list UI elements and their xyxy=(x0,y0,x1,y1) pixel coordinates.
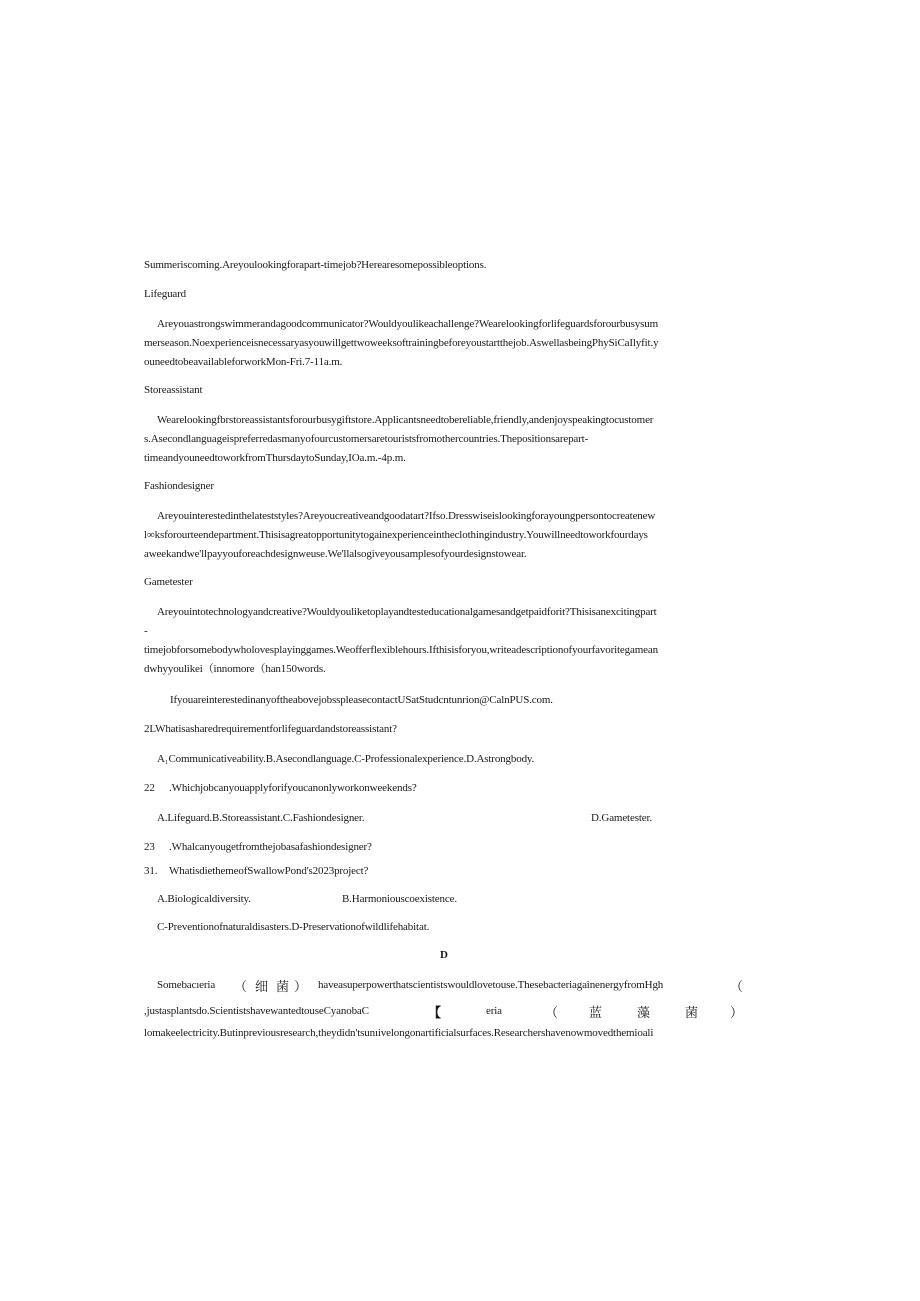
passage-d-line2-cjk-2: 藻 xyxy=(637,1006,650,1021)
passage-d-line1-cjk-2: 菌 xyxy=(276,980,289,995)
lifeguard-line-2: merseason.Noexperienceisnecessaryasyouwillgettwoweeksoftrainingbeforeyoustartthejob.AswellasbeingPhySiCaIlyfit.y xyxy=(144,337,659,349)
store-line-1: Wearelookingfbrstoreassistantsforourbusygiftstore.Applicantsneedtobereliable,friendly,andenjoyspeakingtocustomer xyxy=(157,414,654,426)
store-line-2: s.Asecondlanguageispreferredasmanyofourcustomersaretouristsfromothercountries.Thepositionsarepart- xyxy=(144,433,589,445)
question-31-option-a: A.Biologicaldiversity. xyxy=(157,893,251,905)
passage-d-line1-cjk-1: 细 xyxy=(255,980,268,995)
passage-d-line2-cjk-3: 菌 xyxy=(685,1006,698,1021)
tester-line-3: dwhyyoulikei（innomore（han150words. xyxy=(144,663,326,675)
question-31: WhatisdiethemeofSwallowPond's2023project? xyxy=(169,865,369,877)
tester-line-dash: - xyxy=(144,625,148,637)
passage-d-line2-start: ,justasplantsdo.ScientistshavewantedtouseCyanobaC xyxy=(144,1005,369,1017)
section-d-heading: D xyxy=(440,949,448,961)
intro-text: Summeriscoming.Areyoulookingforapart-timejob?Herearesomepossibleoptions. xyxy=(144,259,487,271)
contact-text: IfyouareinterestedinanyoftheabovejobsspleasecontactUSatStudcntunrion@CalnPUS.com. xyxy=(170,694,553,706)
question-22-option-d: D.Gametester. xyxy=(591,812,652,824)
fashion-line-1: Areyouinterestedinthelateststyles?Areyoucreativeandgoodatart?Ifso.Dresswiseislookingforayoungpersontocreatenew xyxy=(157,510,656,522)
passage-d-line1-end: （ xyxy=(730,980,743,995)
passage-d-line2-paren-open: （ xyxy=(545,1006,558,1021)
passage-d-line2-paren-close: ） xyxy=(730,1006,743,1021)
tester-line-2: timejobforsomebodywholovesplayinggames.Weofferflexiblehours.Ifthisisforyou,writeadescriptionofyourfavoritegamean xyxy=(144,644,658,656)
passage-d-line3: lomakeelectricity.Butinpreviousresearch,theydidn'tsunıivelongonartificialsurfaces.Researchershavenowmovedthemioali xyxy=(144,1027,654,1039)
lifeguard-line-3: ouneedtobeavailableforworkMon-Fri.7-11a.m. xyxy=(144,356,343,368)
question-22-number: 22 xyxy=(144,782,155,794)
store-line-3: timeandyouneedtoworkfromThursdaytoSunday,IOa.m.-4p.m. xyxy=(144,452,406,464)
passage-d-line2-cjk-1: 蓝 xyxy=(589,1006,602,1021)
lifeguard-line-1: Areyouastrongswimmerandagoodcommunicator?Wouldyoulikeachallenge?Wearelookingforlifeguardsforourbusysum xyxy=(157,318,658,330)
passage-d-line1-paren-close: ） xyxy=(294,980,307,995)
question-22-options-abc: A.Lifeguard.B.Storeassistant.C.Fashiondesigner. xyxy=(157,812,365,824)
fashion-line-2: l∞ksforourteendepartment.Thisisagreatopportunitytogainexperienceintheclothingindustry.Youwillneedtoworkfourdays xyxy=(144,529,648,541)
question-22: .Whichjobcanyouapplyforifyoucanonlyworkonweekends? xyxy=(169,782,417,794)
passage-d-line1-paren-open: （ xyxy=(234,980,247,995)
fashion-heading: Fashiondesigner xyxy=(144,480,214,492)
store-heading: Storeassistant xyxy=(144,384,203,396)
question-23-number: 23 xyxy=(144,841,155,853)
fashion-line-3: aweekandwe'llpayyouforeachdesignweuse.We'llalsogiveyousamplesofyourdesignstowear. xyxy=(144,548,527,560)
passage-d-line1-start: Somebacıeria xyxy=(157,979,216,991)
passage-d-line2-bracket: 【 xyxy=(428,1006,441,1021)
question-31-option-b: B.Harmoniouscoexistence. xyxy=(342,893,457,905)
tester-heading: Gametester xyxy=(144,576,193,588)
question-31-number: 31. xyxy=(144,865,158,877)
question-21: 2LWhatisasharedrequirementforlifeguardandstoreassistant? xyxy=(144,723,397,735)
lifeguard-heading: Lifeguard xyxy=(144,288,187,300)
passage-d-line1-text: haveasuperpowerthatscientistswouldlovetouse.ThesebacteriagainenergyfromHgh xyxy=(318,979,664,991)
passage-d-line2-eria: eria xyxy=(486,1005,502,1017)
question-21-options: A₁Communicativeability.B.Asecondlanguage.C-Professionalexperience.D.Astrongbody. xyxy=(157,753,535,765)
question-31-options-cd: C-Preventionofnaturaldisasters.D-Preservationofwildlifehabitat. xyxy=(157,921,430,933)
question-23: .Whalcanyougetfromthejobasafashiondesigner? xyxy=(169,841,372,853)
tester-line-1: Areyouintotechnologyandcreative?Wouldyouliketoplayandtesteducationalgamesandgetpaidforit?Thisisanexcitingpart xyxy=(157,606,657,618)
